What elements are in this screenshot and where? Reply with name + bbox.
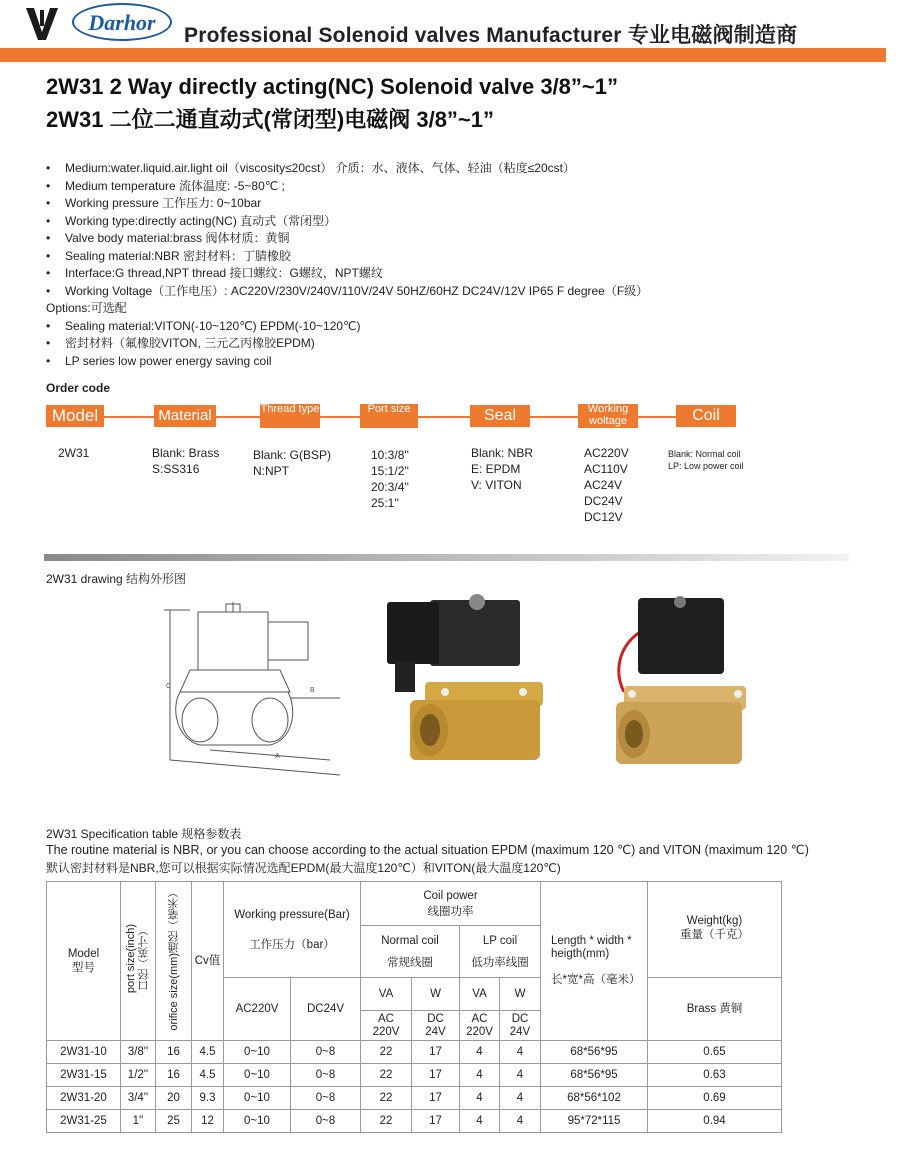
header-coil-power: Coil power 线圈功率 <box>361 882 541 926</box>
header-port-size: port size(inch) 口径（英寸） <box>121 882 156 1041</box>
cell-pressure-ac: 0~10 <box>224 1041 291 1064</box>
header-lp-coil: LP coil 低功率线圈 <box>460 926 541 978</box>
header-lp-w: W DC 24V <box>500 978 541 1041</box>
cell-model: 2W31-10 <box>47 1041 121 1064</box>
table-row <box>47 1041 782 1064</box>
cell-lp-va: 4 <box>460 1064 500 1087</box>
feature-list <box>46 160 648 370</box>
cell-port: 1'' <box>121 1110 156 1133</box>
order-code-title: Order code <box>46 381 111 395</box>
spec-caption: 2W31 Specification table 规格参数表 <box>46 827 242 841</box>
header-accent-bar <box>0 48 886 62</box>
cell-weight: 0.63 <box>648 1064 782 1087</box>
spec-note-en: The routine material is NBR, or you can choose according to the actual situation EPDM (maximum 120 ℃) and VITON (maximum 120 ℃) <box>46 843 809 857</box>
order-values-voltage: AC220V AC110V AC24V DC24V DC12V <box>584 446 629 524</box>
order-box-seal: Seal <box>470 405 530 427</box>
table-row <box>47 1064 782 1087</box>
cell-pressure-dc: 0~8 <box>291 1041 361 1064</box>
cell-orifice: 16 <box>156 1064 192 1087</box>
cell-pressure-dc: 0~8 <box>291 1087 361 1110</box>
section-divider <box>44 554 849 561</box>
cell-weight: 0.65 <box>648 1041 782 1064</box>
order-box-port-size: Port size <box>360 404 418 428</box>
order-box-model: Model <box>46 405 104 427</box>
cell-model: 2W31-25 <box>47 1110 121 1133</box>
header-normal-va: VA AC 220V <box>361 978 412 1041</box>
company-logo-mark <box>24 6 60 42</box>
cell-orifice: 16 <box>156 1041 192 1064</box>
header-weight: Weight(kg) 重量（千克） <box>648 882 782 978</box>
cell-normal-va: 22 <box>361 1041 412 1064</box>
cell-cv: 4.5 <box>192 1064 224 1087</box>
cell-lp-w: 4 <box>500 1064 541 1087</box>
header-brass: Brass 黄铜 <box>648 978 782 1041</box>
cell-lp-w: 4 <box>500 1110 541 1133</box>
feature-item: • Valve body material:brass 阀体材质：黄铜 <box>46 231 290 245</box>
cell-lp-va: 4 <box>460 1087 500 1110</box>
header-pressure-ac: AC220V <box>224 978 291 1041</box>
cell-normal-va: 22 <box>361 1087 412 1110</box>
feature-item: • Working Voltage（工作电压）: AC220V/230V/240V/110V/24V 50HZ/60HZ DC24V/12V IP65 F degree（F级） <box>46 283 649 298</box>
option-item: • Sealing material:VITON(-10~120℃) EPDM(-10~120℃) <box>46 318 361 333</box>
cell-lp-w: 4 <box>500 1041 541 1064</box>
order-box-coil: Coil <box>676 405 736 427</box>
cell-dimensions: 68*56*95 <box>541 1041 648 1064</box>
cell-weight: 0.94 <box>648 1110 782 1133</box>
feature-item: • Interface:G thread,NPT thread 接口螺纹：G螺纹，NPT螺纹 <box>46 266 383 280</box>
order-values-seal: Blank: NBR E: EPDM V: VITON <box>471 446 534 492</box>
cell-dimensions: 68*56*95 <box>541 1064 648 1087</box>
cell-port: 3/8'' <box>121 1041 156 1064</box>
header-normal-w: W DC 24V <box>412 978 460 1041</box>
cell-pressure-ac: 0~10 <box>224 1110 291 1133</box>
option-item: • LP series low power energy saving coil <box>46 353 272 368</box>
header-model: Model 型号 <box>47 882 121 1041</box>
valve-technical-drawing <box>150 600 350 780</box>
spec-note-cn: 默认密封材料是NBR,您可以根据实际情况选配EPDM(最大温度120℃）和VITON(最大温度120℃) <box>46 861 561 875</box>
cell-model: 2W31-15 <box>47 1064 121 1087</box>
cell-normal-va: 22 <box>361 1064 412 1087</box>
order-box-working-voltage: Working woltage <box>578 404 638 428</box>
cell-cv: 9.3 <box>192 1087 224 1110</box>
dimension-label: C <box>166 683 172 690</box>
company-logo: Darhor <box>72 3 172 41</box>
cell-weight: 0.69 <box>648 1087 782 1110</box>
cell-lp-va: 4 <box>460 1041 500 1064</box>
order-box-material: Material <box>154 405 216 427</box>
cell-orifice: 20 <box>156 1087 192 1110</box>
header-normal-coil: Normal coil 常规线圈 <box>361 926 460 978</box>
order-values-port: 10:3/8'' 15:1/2'' 20:3/4'' 25:1'' <box>371 448 409 510</box>
order-box-thread-type: Thread type <box>260 404 320 428</box>
cell-normal-w: 17 <box>412 1064 460 1087</box>
header-lp-va: VA AC 220V <box>460 978 500 1041</box>
valve-photo-wire-lead <box>610 592 750 772</box>
cell-orifice: 25 <box>156 1110 192 1133</box>
cell-pressure-ac: 0~10 <box>224 1087 291 1110</box>
feature-item: • Medium:water.liquid.air.light oil（viscosity≤20cst） 介质：水、液体、气体、轻油（粘度≤20cst） <box>46 161 575 175</box>
cell-normal-w: 17 <box>412 1087 460 1110</box>
header-cv: Cv值 <box>192 882 224 1041</box>
drawing-label: 2W31 drawing 结构外形图 <box>46 572 187 586</box>
dimension-label: B <box>310 687 315 694</box>
order-values-thread: Blank: G(BSP) N:NPT <box>253 448 332 478</box>
cell-port: 3/4'' <box>121 1087 156 1110</box>
cell-model: 2W31-20 <box>47 1087 121 1110</box>
order-values-model: 2W31 <box>58 446 90 460</box>
cell-normal-w: 17 <box>412 1041 460 1064</box>
cell-pressure-dc: 0~8 <box>291 1064 361 1087</box>
feature-item: • Working type:directly acting(NC) 直动式（常闭型） <box>46 213 337 228</box>
header-title: Professional Solenoid valves Manufacturer 专业电磁阀制造商 <box>184 24 798 47</box>
cell-pressure-ac: 0~10 <box>224 1064 291 1087</box>
cell-normal-w: 17 <box>412 1110 460 1133</box>
cell-dimensions: 68*56*102 <box>541 1087 648 1110</box>
cell-lp-va: 4 <box>460 1110 500 1133</box>
cell-lp-w: 4 <box>500 1087 541 1110</box>
header-working-pressure: Working pressure(Bar) 工作压力（bar） <box>224 882 361 978</box>
table-row <box>47 1087 782 1110</box>
header-orifice: orifice size(mm)通径（毫米） <box>156 882 192 1041</box>
dimension-label: A <box>275 753 280 760</box>
cell-port: 1/2'' <box>121 1064 156 1087</box>
header-dimensions: Length * width * heigth(mm) 长*宽*高（毫米） <box>541 882 648 1041</box>
product-title-en: 2W31 2 Way directly acting(NC) Solenoid valve 3/8”~1” <box>46 74 618 99</box>
valve-photo-din-connector <box>385 592 545 772</box>
feature-item: • Sealing material:NBR 密封材料：丁腈橡胶 <box>46 248 292 263</box>
product-title-cn: 2W31 二位二通直动式(常闭型)电磁阀 3/8”~1” <box>46 107 495 132</box>
options-label: Options:可选配 <box>46 301 127 315</box>
cell-cv: 4.5 <box>192 1041 224 1064</box>
feature-item: • Medium temperature 流体温度: -5~80℃ ; <box>46 178 285 193</box>
spec-table <box>46 881 782 1133</box>
cell-cv: 12 <box>192 1110 224 1133</box>
order-values-material: Blank: Brass S:SS316 <box>152 446 220 476</box>
cell-pressure-dc: 0~8 <box>291 1110 361 1133</box>
header-pressure-dc: DC24V <box>291 978 361 1041</box>
feature-item: • Working pressure 工作压力: 0~10bar <box>46 196 262 210</box>
order-values-coil: Blank: Normal coil LP: Low power coil <box>668 449 744 471</box>
table-row <box>47 1110 782 1133</box>
cell-normal-va: 22 <box>361 1110 412 1133</box>
cell-dimensions: 95*72*115 <box>541 1110 648 1133</box>
option-item: • 密封材料（氟橡胶VITON, 三元乙丙橡胶EPDM) <box>46 336 315 350</box>
